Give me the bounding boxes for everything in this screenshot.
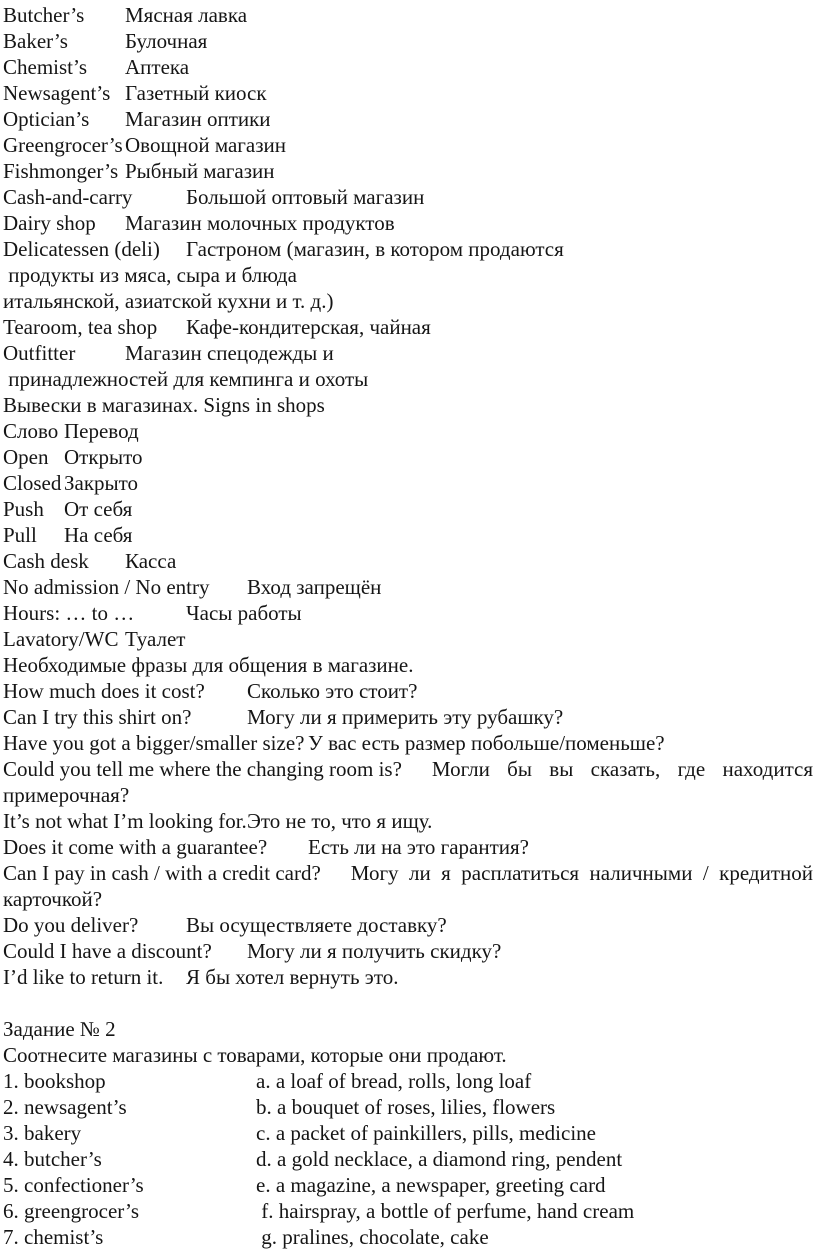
line-text-right: Мясная лавка (125, 3, 248, 27)
line-text-right: Могу ли я получить скидку? (247, 939, 502, 963)
line-text-right: Сколько это стоит? (247, 679, 418, 703)
line-text-right: Есть ли на это гарантия? (308, 835, 529, 859)
text-line (3, 210, 813, 236)
text-line (3, 886, 813, 912)
line-text-right: Часы работы (186, 601, 302, 625)
text-line (3, 912, 813, 938)
line-text-left: Слово (3, 419, 59, 443)
text-line (3, 964, 813, 990)
line-text-left: 1. bookshop (3, 1069, 106, 1093)
line-text-left: Outfitter (3, 341, 76, 365)
line-text-left: Butcher’s (3, 3, 85, 27)
line-text-left: Hours: … to … (3, 601, 135, 625)
line-text-left: Could you tell me where the changing room is? (3, 757, 402, 781)
line-text-right: e. a magazine, a newspaper, greeting card (256, 1173, 606, 1197)
text-line (3, 782, 813, 808)
text-line (3, 1224, 813, 1250)
line-text-left: Dairy shop (3, 211, 96, 235)
line-text-left: Соотнесите магазины с товарами, которые они продают. (3, 1043, 507, 1067)
line-text-left: Fishmonger’s (3, 159, 119, 183)
line-text-right: Могу ли я примерить эту рубашку? (247, 705, 564, 729)
line-text-right: Магазин молочных продуктов (125, 211, 395, 235)
line-text-left: карточкой? (3, 887, 103, 911)
line-text-right: У вас есть размер побольше/поменьше? (308, 731, 665, 755)
line-text-right: Открыто (64, 445, 143, 469)
line-text-left: I’d like to return it. (3, 965, 164, 989)
text-line (3, 496, 813, 522)
line-text-left: How much does it cost? (3, 679, 205, 703)
line-text-left: Newsagent’s (3, 81, 111, 105)
line-text-right: Вы осуществляете доставку? (186, 913, 447, 937)
line-text-right: Газетный киоск (125, 81, 267, 105)
blank-line (3, 990, 813, 1016)
text-line (3, 444, 813, 470)
line-text-left: Open (3, 445, 49, 469)
text-line (3, 1068, 813, 1094)
text-line (3, 262, 813, 288)
line-text-right: Булочная (125, 29, 208, 53)
line-text-right: Закрыто (64, 471, 139, 495)
text-line (3, 704, 813, 730)
line-text-left: 3. bakery (3, 1121, 82, 1145)
line-text-left: Chemist’s (3, 55, 88, 79)
line-text-right: Гастроном (магазин, в котором продаются (186, 237, 564, 261)
line-text-right: Аптека (125, 55, 190, 79)
text-line (3, 392, 813, 418)
line-text-right: Овощной магазин (125, 133, 287, 157)
document-lines (3, 2, 813, 1250)
line-text-left: примерочная? (3, 783, 130, 807)
text-line (3, 288, 813, 314)
line-text-left: Closed (3, 471, 62, 495)
line-text-right: Перевод (64, 419, 139, 443)
text-line (3, 678, 813, 704)
text-line (3, 626, 813, 652)
line-text-left: Вывески в магазинах. Signs in shops (3, 393, 325, 417)
line-text-left: Push (3, 497, 44, 521)
text-line (3, 106, 813, 132)
text-line (3, 80, 813, 106)
line-text-right: Магазин оптики (125, 107, 271, 131)
line-text-right: f. hairspray, a bottle of perfume, hand cream (256, 1199, 635, 1223)
tab-gap (402, 756, 432, 782)
line-text-left: No admission / No entry (3, 575, 210, 599)
text-line (3, 834, 813, 860)
text-line (3, 184, 813, 210)
line-text-left: Optician’s (3, 107, 90, 131)
line-text-right: Касса (125, 549, 177, 573)
text-line (3, 2, 813, 28)
line-text-left: Cash desk (3, 549, 89, 573)
line-text-left: Задание № 2 (3, 1017, 116, 1041)
text-line (3, 522, 813, 548)
line-text-right: Вход запрещён (247, 575, 382, 599)
line-text-right: g. pralines, chocolate, cake (256, 1225, 489, 1249)
text-line (3, 1172, 813, 1198)
text-line (3, 574, 813, 600)
line-text-left: продукты из мяса, сыра и блюда (3, 263, 297, 287)
line-text-right: Это не то, что я ищу. (247, 809, 433, 833)
line-text-left: итальянской, азиатской кухни и т. д.) (3, 289, 334, 313)
line-text-left: Have you got a bigger/smaller size? (3, 731, 305, 755)
line-text-right: Туалет (125, 627, 186, 651)
text-line (3, 860, 813, 886)
text-line (3, 236, 813, 262)
text-line (3, 54, 813, 80)
line-text-left: Cash-and-carry (3, 185, 133, 209)
text-line (3, 652, 813, 678)
text-line (3, 366, 813, 392)
text-line (3, 808, 813, 834)
text-line (3, 158, 813, 184)
text-line (3, 132, 813, 158)
line-text-right: Кафе-кондитерская, чайная (186, 315, 431, 339)
line-text-right: Могу ли я расплатиться наличными / кредитной (350, 861, 813, 885)
line-text-right: c. a packet of painkillers, pills, medicine (256, 1121, 596, 1145)
line-text-right: Я бы хотел вернуть это. (186, 965, 399, 989)
line-text-left: 2. newsagent’s (3, 1095, 127, 1119)
text-line (3, 548, 813, 574)
line-text-left: Pull (3, 523, 37, 547)
line-text-right: Магазин спецодежды и (125, 341, 334, 365)
line-text-left: 7. chemist’s (3, 1225, 104, 1249)
line-text-left: Can I try this shirt on? (3, 705, 192, 729)
line-text-left: Lavatory/WC (3, 627, 119, 651)
text-line (3, 28, 813, 54)
line-text-right: Могли бы вы сказать, где находится (431, 757, 813, 781)
line-text-right: Большой оптовый магазин (186, 185, 425, 209)
text-line (3, 1146, 813, 1172)
text-line (3, 1120, 813, 1146)
line-text-left: 4. butcher’s (3, 1147, 102, 1171)
tab-gap (321, 860, 351, 886)
text-line (3, 1016, 813, 1042)
line-text-left: Do you deliver? (3, 913, 139, 937)
line-text-left: Does it come with a guarantee? (3, 835, 268, 859)
line-text-left: Delicatessen (deli) (3, 237, 160, 261)
line-text-left: Baker’s (3, 29, 68, 53)
text-line (3, 1094, 813, 1120)
line-text-right: b. a bouquet of roses, lilies, flowers (256, 1095, 556, 1119)
text-line (3, 470, 813, 496)
line-text-left: принадлежностей для кемпинга и охоты (3, 367, 369, 391)
line-text-left: 5. confectioner’s (3, 1173, 144, 1197)
text-line (3, 600, 813, 626)
line-text-right: a. a loaf of bread, rolls, long loaf (256, 1069, 532, 1093)
line-text-left: Can I pay in cash / with a credit card? (3, 861, 321, 885)
line-text-left: Greengrocer’s (3, 133, 123, 157)
line-text-left: Could I have a discount? (3, 939, 212, 963)
line-text-right: От себя (64, 497, 133, 521)
text-line (3, 314, 813, 340)
line-text-left: It’s not what I’m looking for. (3, 809, 247, 833)
text-line (3, 938, 813, 964)
line-text-right: На себя (64, 523, 133, 547)
line-text-right: d. a gold necklace, a diamond ring, pendent (256, 1147, 623, 1171)
line-text-left: Tearoom, tea shop (3, 315, 158, 339)
text-line (3, 340, 813, 366)
text-line (3, 1198, 813, 1224)
text-line (3, 756, 813, 782)
text-line (3, 730, 813, 756)
text-line (3, 1042, 813, 1068)
text-line (3, 418, 813, 444)
line-text-left: 6. greengrocer’s (3, 1199, 140, 1223)
line-text-right: Рыбный магазин (125, 159, 275, 183)
line-text-left: Необходимые фразы для общения в магазине. (3, 653, 414, 677)
